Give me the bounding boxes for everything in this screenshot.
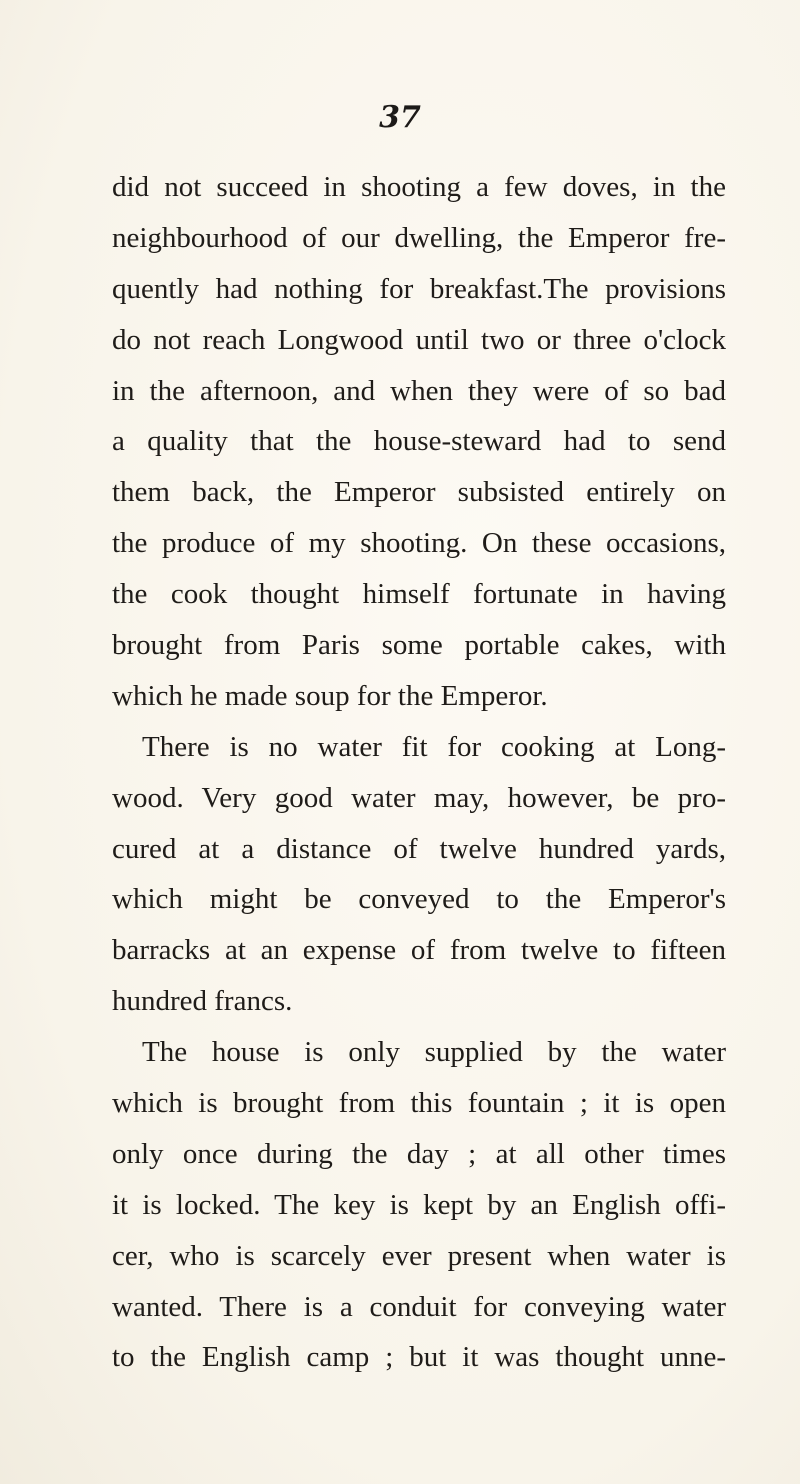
text-line: neighbourhood of our dwelling, the Emperor fre- [112, 221, 726, 254]
text-line: quently had nothing for breakfast.The provisions [112, 272, 726, 305]
text-line: to the English camp ; but it was thought unne- [112, 1341, 726, 1374]
text-line: only once during the day ; at all other times [112, 1137, 726, 1170]
text-line: wanted. There is a conduit for conveying water [112, 1290, 726, 1323]
body-text [112, 162, 726, 1383]
text-line: hundred francs. [112, 985, 293, 1018]
text-line: do not reach Longwood until two or three o'clock [112, 323, 726, 356]
text-line: brought from Paris some portable cakes, with [112, 629, 726, 662]
text-line: wood. Very good water may, however, be pro- [112, 781, 726, 814]
text-line: it is locked. The key is kept by an English offi- [112, 1188, 726, 1221]
page-number: 37 [379, 100, 421, 135]
text-line: cer, who is scarcely ever present when water is [112, 1239, 726, 1272]
text-line: them back, the Emperor subsisted entirely on [112, 476, 726, 509]
text-line: the cook thought himself fortunate in having [112, 578, 726, 611]
text-line: cured at a distance of twelve hundred yards, [112, 832, 726, 865]
text-line: did not succeed in shooting a few doves, in the [112, 171, 726, 203]
text-line: which he made soup for the Emperor. [112, 679, 548, 712]
text-line: which might be conveyed to the Emperor's [112, 883, 726, 916]
text-line: which is brought from this fountain ; it is open [112, 1087, 726, 1120]
text-line: a quality that the house-steward had to send [112, 425, 726, 458]
text-line: the produce of my shooting. On these occasions, [112, 527, 726, 560]
text-line: There is no water fit for cooking at Long- [142, 730, 726, 763]
text-line: The house is only supplied by the water [142, 1036, 726, 1069]
text-line: barracks at an expense of from twelve to fifteen [112, 934, 726, 967]
text-line: in the afternoon, and when they were of so bad [112, 374, 726, 407]
